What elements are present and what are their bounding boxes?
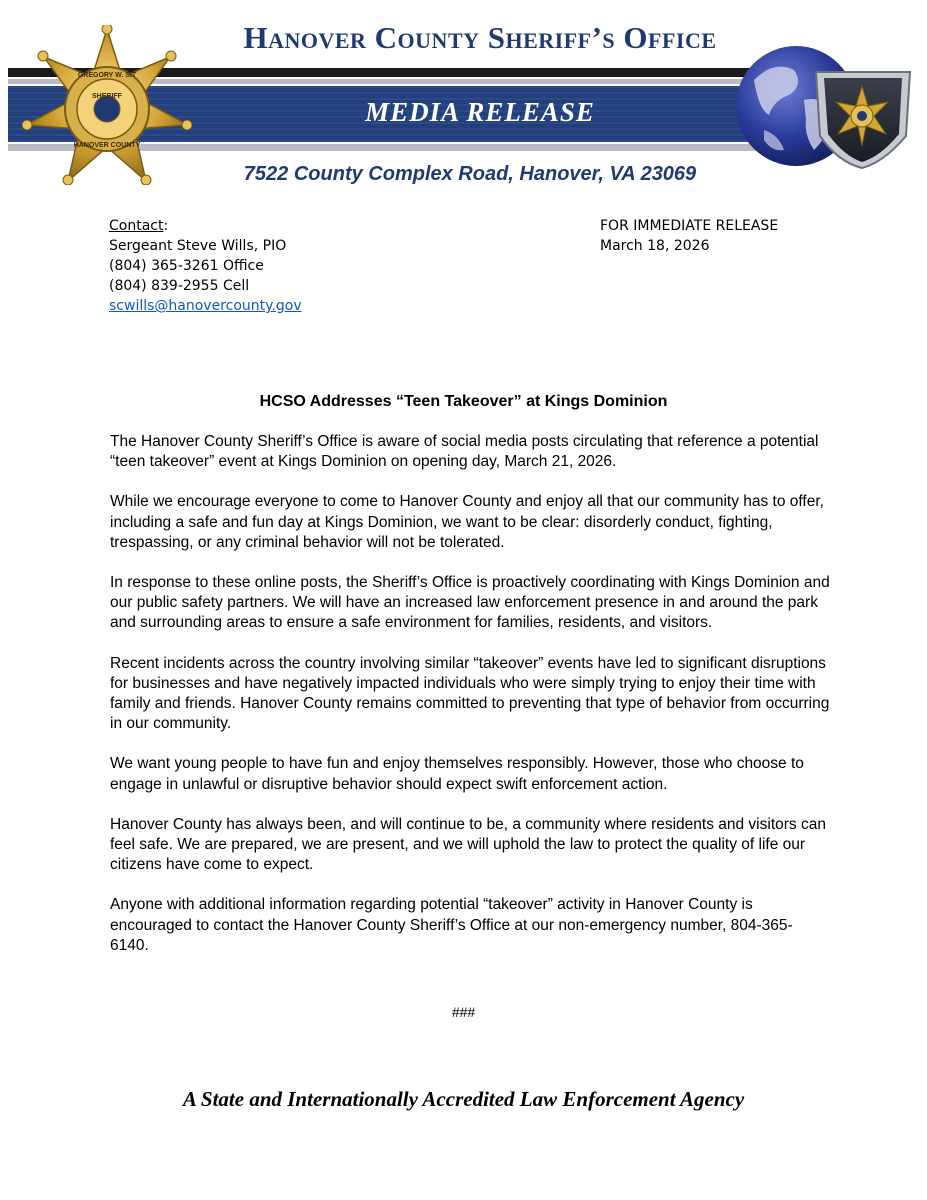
end-of-release-mark: ### (451, 1004, 476, 1020)
organization-title: Hanover County Sheriff’s Office (243, 20, 717, 55)
body-paragraph: In response to these online posts, the Sheriff’s Office is proactively coordinating with Kings Dominion and our public safety partners. We will have an increased law enforcement presence in and around the park and surrounding areas to ensure a safe environment for families, residents, and visitors. (110, 574, 830, 632)
press-release-headline: HCSO Addresses “Teen Takeover” at Kings Dominion (259, 393, 668, 410)
office-address: 7522 County Complex Road, Hanover, VA 23069 (243, 163, 697, 185)
contact-name: Sergeant Steve Wills, PIO (109, 238, 287, 254)
body-paragraph: Recent incidents across the country involving similar “takeover” events have led to significant disruptions for businesses and have negatively impacted individuals who were simply trying to enjoy their time with family and friends. Hanover County remains committed to preventing that type of behavior from occurring in our community. (110, 654, 830, 733)
body-paragraph: Hanover County has always been, and will continue to be, a community where residents and visitors can feel safe. We are prepared, we are present, and we will uphold the law to protect the quality of life our citizens have come to expect. (110, 815, 826, 874)
badge-center-text: SHERIFF (92, 93, 122, 100)
body-paragraph: The Hanover County Sheriff’s Office is aware of social media posts circulating that reference a potential “teen takeover” event at Kings Dominion on opening day, March 21, 2026. (110, 433, 819, 471)
contact-office-phone: (804) 365-3261 Office (109, 258, 264, 274)
contact-block (109, 216, 302, 316)
release-date: March 18, 2026 (600, 238, 710, 254)
badge-ring-text-bottom: HANOVER COUNTY (73, 142, 141, 149)
body-paragraph: Anyone with additional information regarding potential “takeover” activity in Hanover County is encouraged to contact the Hanover County Sheriff’s Office at our non-emergency number, 804-365-6140. (110, 896, 793, 954)
banner-title: MEDIA RELEASE (365, 97, 595, 127)
contact-cell-phone: (804) 839-2955 Cell (109, 278, 250, 294)
release-info (600, 216, 778, 256)
contact-label: Contact (109, 218, 164, 234)
press-release-body (110, 432, 830, 976)
contact-label-colon: : (163, 218, 169, 234)
sheriff-star-badge-icon (22, 25, 192, 185)
body-paragraph: We want young people to have fun and enjoy themselves responsibly. However, those who choose to engage in unlawful or disruptive behavior should expect swift enforcement action. (110, 755, 804, 793)
release-status: FOR IMMEDIATE RELEASE (600, 218, 779, 234)
footer-accreditation: A State and Internationally Accredited Law Enforcement Agency (182, 1087, 745, 1111)
body-paragraph: While we encourage everyone to come to Hanover County and enjoy all that our community has to offer, including a safe and fun day at Kings Dominion, we want to be clear: disorderly conduct, fighting, trespassing, or any criminal behavior will not be tolerated. (110, 493, 824, 551)
globe-shield-emblem-icon (734, 40, 916, 170)
contact-email-link[interactable]: scwills@hanovercounty.gov (109, 298, 302, 314)
badge-ring-text-top: GREGORY W. SIT (77, 72, 137, 79)
